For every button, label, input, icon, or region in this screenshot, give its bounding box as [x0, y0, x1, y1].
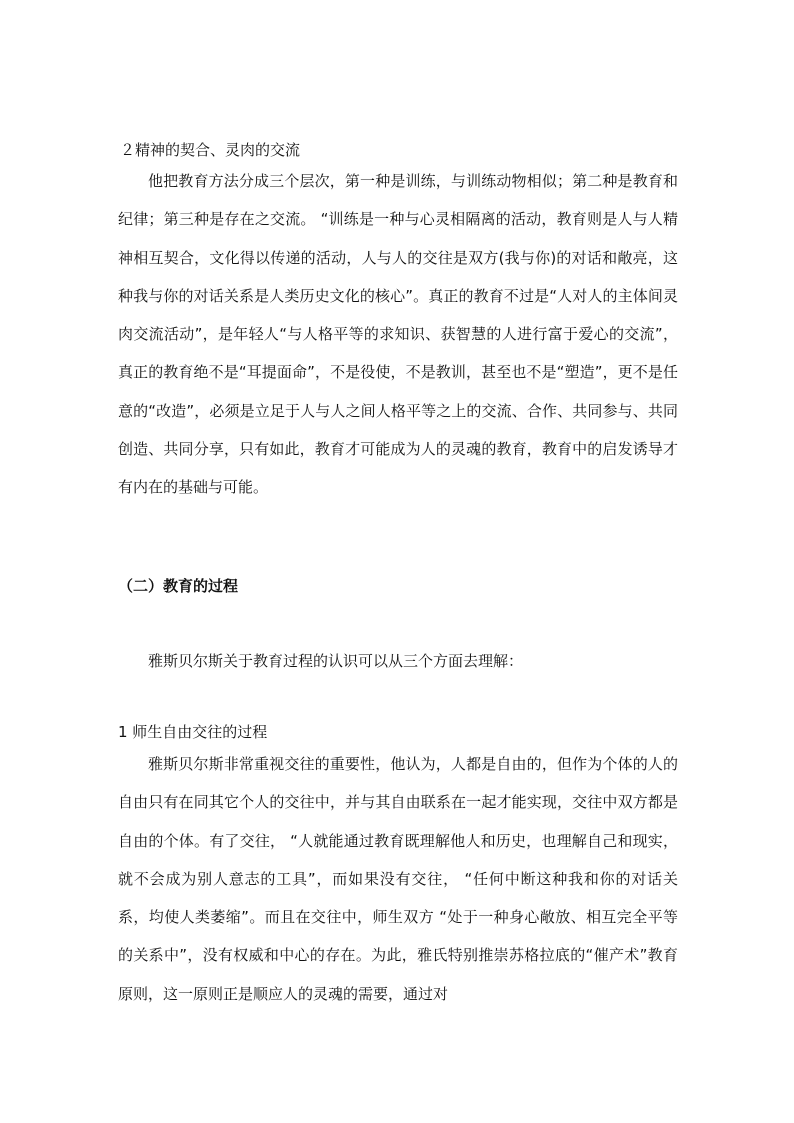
subheading-teacher-student-interaction: 1 师生自由交往的过程: [118, 723, 268, 741]
paragraph-process-intro: 雅斯贝尔斯关于教育过程的认识可以从三个方面去理解：: [148, 652, 524, 670]
subheading-spiritual-communion: ２精神的契合、灵肉的交流: [120, 141, 301, 159]
section-heading-education-process: （二）教育的过程: [118, 577, 239, 595]
paragraph-interaction-importance: 雅斯贝尔斯非常重视交往的重要性，他认为，人都是自由的，但作为个体的人的自由只有在同其它个人的交往中，并与其自由联系在一起才能实现，交往中双方都是自由的个体。有了交往， “人就能通过教育既理解他人和历史，也理解自己和现实，就不会成为别人意志的工具”，而如果没有交往， “任何中断这种我和你的对话关系，均使人类萎缩”。而且在交往中，师生双方 “处于一种身心敞放、相互完全平等的关系中”，没有权威和中心的存在。为此，雅氏特别推崇苏格拉底的“催产术”教育原则，这一原则正是顺应人的灵魂的需要，通过对: [118, 755, 678, 1003]
paragraph-education-methods: 他把教育方法分成三个层次，第一种是训练，与训练动物相似；第二种是教育和纪律；第三种是存在之交流。 “训练是一种与心灵相隔离的活动，教育则是人与人精神相互契合，文化得以传递的活动，人与人的交往是双方(我与你)的对话和敞亮，这种我与你的对话关系是人类历史文化的核心”。真正的教育不过是“人对人的主体间灵肉交流活动”，是年轻人“与人格平等的求知识、获智慧的人进行富于爱心的交流”，真正的教育绝不是“耳提面命”，不是役使，不是教训，甚至也不是“塑造”，更不是任意的“改造”，必须是立足于人与人之间人格平等之上的交流、合作、共同参与、共同创造、共同分享，只有如此，教育才可能成为人的灵魂的教育，教育中的启发诱导才有内在的基础与可能。: [118, 172, 678, 497]
